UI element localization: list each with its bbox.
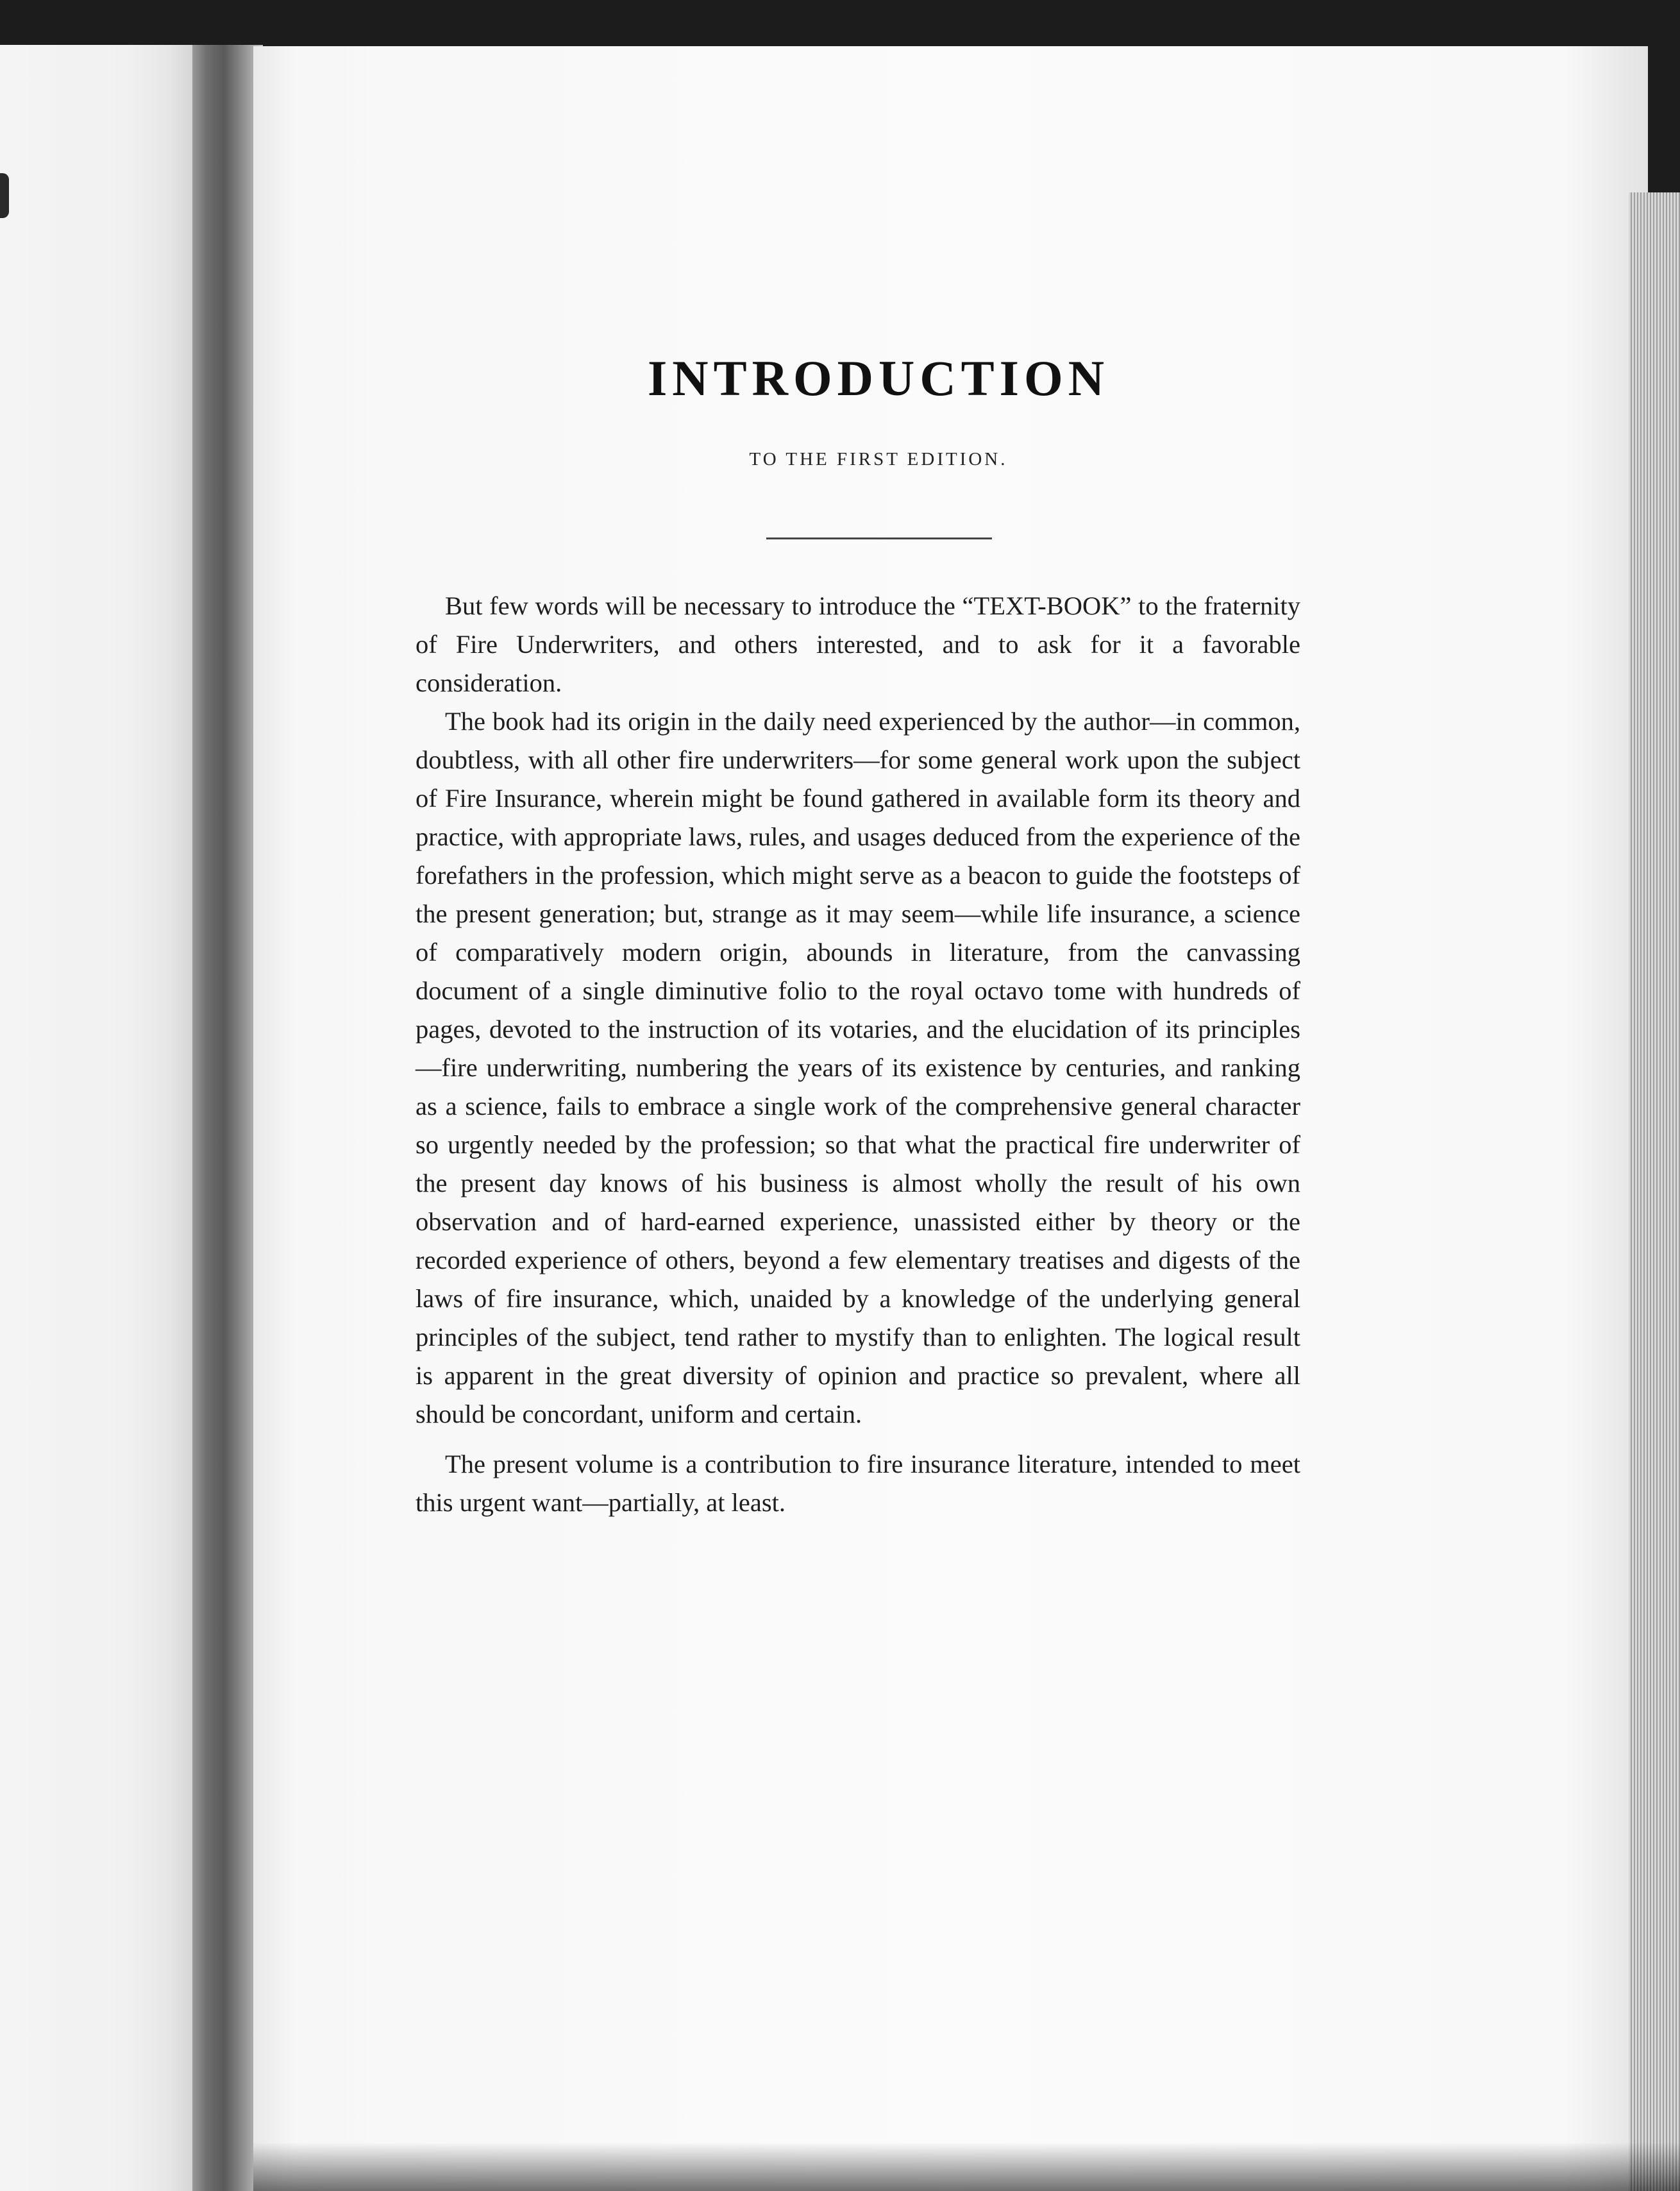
left-page-edge-mark: [0, 173, 9, 218]
paragraph-2: The book had its origin in the daily need experienced by the author—in common, doubtless, with all other fire underwriters—for some general work upon the subject of Fire Insurance, wherein might be found gathered in available form its theory and practice, with appropriate laws, rules, and usages deduced from the experience of the forefathers in the profession, which might serve as a beacon to guide the footsteps of the present generation; but, strange as it may seem—while life insurance, a science of comparatively modern origin, abounds in literature, from the canvassing document of a single diminutive folio to the royal octavo tome with hundreds of pages, devoted to the instruction of its votaries, and the elucidation of its principles—fire underwriting, numbering the years of its existence by centuries, and ranking as a science, fails to embrace a single work of the comprehensive general character so urgently needed by the profession; so that what the practical fire underwriter of the present day knows of his business is almost wholly the result of his own observation and of hard-earned experience, unassisted either by theory or the recorded experience of others, beyond a few elementary treatises and digests of the laws of fire insurance, which, unaided by a knowledge of the underlying general principles of the subject, tend rather to mystify than to enlighten. The logical result is apparent in the great diversity of opinion and practice so prevalent, where all should be concordant, uniform and certain.: [416, 707, 1300, 1428]
page-title: INTRODUCTION: [647, 350, 1110, 406]
body-text: [416, 587, 1300, 1522]
left-page: [0, 45, 212, 2191]
paragraph-1: But few words will be necessary to introduce the “TEXT-BOOK” to the fraternity of Fire Underwriters, and others interested, and to ask for it a favorable consideration.: [416, 591, 1300, 697]
paragraph-3: The present volume is a contribution to fire insurance literature, intended to meet this urgent want—partially, at least.: [416, 1450, 1300, 1517]
page-subtitle: TO THE FIRST EDITION.: [749, 449, 1008, 470]
page-bottom-shadow: [253, 2142, 1680, 2191]
page-edges: [1629, 192, 1680, 2191]
title-rule: [766, 537, 992, 539]
book-gutter: [192, 45, 263, 2191]
